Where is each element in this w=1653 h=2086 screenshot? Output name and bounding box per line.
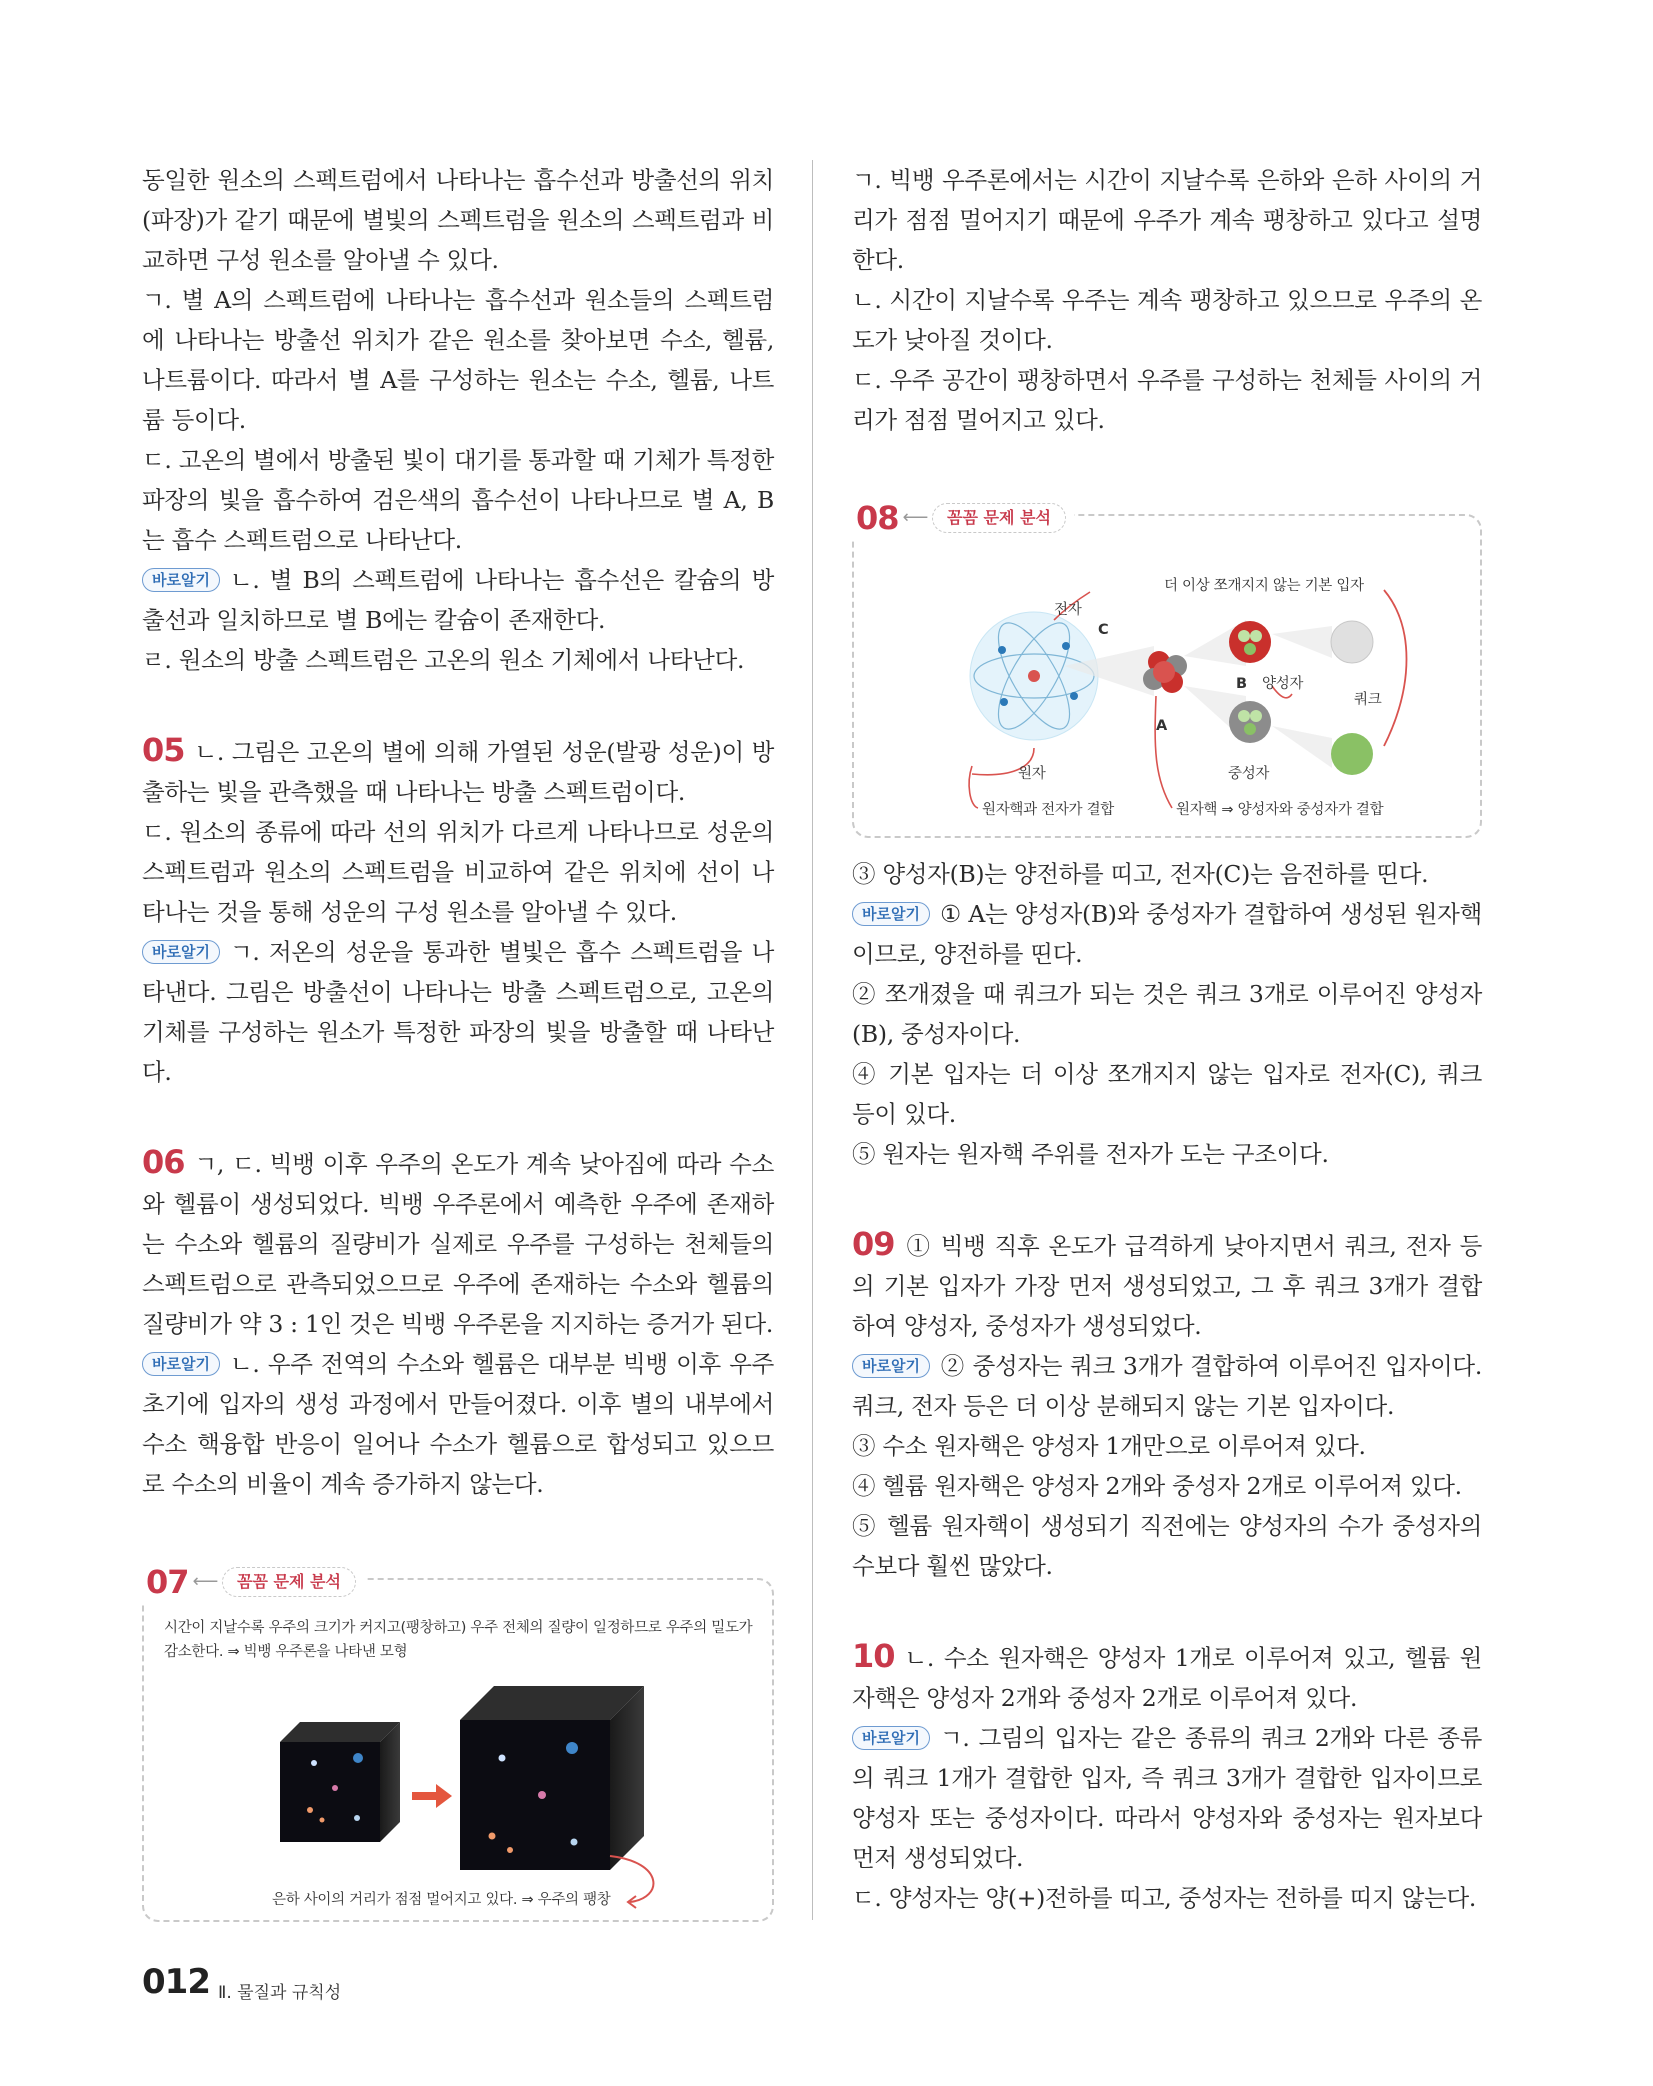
paragraph-text: ㄴ. 수소 원자핵은 양성자 1개로 이루어져 있고, 헬륨 원자핵은 양성자 2개와 중성자 2개로 이루어져 있다.: [852, 1644, 1482, 1712]
question-05: [142, 730, 774, 812]
analysis-pill: 꼼꼼 문제 분석: [222, 1567, 356, 1597]
correction-badge: 바로알기: [142, 940, 220, 964]
particle-structure-figure: [854, 516, 1482, 836]
label-basic-particle: 더 이상 쪼개지지 않는 기본 입자: [1164, 578, 1364, 594]
paragraph: ㄷ. 고온의 별에서 방출된 빛이 대기를 통과할 때 기체가 특정한 파장의 빛을 흡수하여 검은색의 흡수선이 나타나므로 별 A, B는 흡수 스펙트럼으로 나타난다.: [142, 446, 774, 554]
correction-badge: 바로알기: [852, 1726, 930, 1750]
analysis-box-08: [852, 499, 1482, 838]
question-number: 10: [852, 1637, 895, 1675]
question-10: [852, 1636, 1482, 1718]
paragraph-text: ㄴ. 그림은 고온의 별에 의해 가열된 성운(발광 성운)이 방출하는 빛을 관측했을 때 나타나는 방출 스펙트럼이다.: [142, 738, 774, 806]
left-column: [142, 160, 774, 1922]
quark-green: [1331, 733, 1373, 775]
paragraph-text: ② 중성자는 쿼크 3개가 결합하여 이루어진 입자이다. 쿼크, 전자 등은 더 이상 분해되지 않는 기본 입자이다.: [852, 1352, 1482, 1420]
question-number: 05: [142, 731, 185, 769]
figure-caption-conclusion: ⇒ 우주의 팽창: [521, 1892, 611, 1908]
correction-badge: 바로알기: [852, 902, 930, 926]
paragraph: [852, 1346, 1482, 1426]
proton-b: [1229, 621, 1271, 663]
universe-expansion-figure: [144, 1580, 772, 1920]
analysis-pill: 꼼꼼 문제 분석: [932, 503, 1066, 533]
paragraph: ④ 기본 입자는 더 이상 쪼개지지 않는 입자로 전자(C), 쿼크 등이 있다.: [852, 1060, 1482, 1128]
correction-badge: 바로알기: [852, 1354, 930, 1378]
large-universe-cube: [460, 1686, 644, 1870]
neutron: [1229, 701, 1271, 743]
paragraph: [142, 1344, 774, 1504]
figure-note-conclusion: ⇒ 빅뱅 우주론을 나타낸 모형: [227, 1644, 408, 1660]
arrow-icon: ⟵: [192, 1571, 219, 1592]
paragraph: [142, 560, 774, 640]
label-neutron: 중성자: [1228, 766, 1270, 782]
question-number: 08: [856, 499, 899, 537]
paragraph: [852, 1718, 1482, 1878]
paragraph-text: ① A는 양성자(B)와 중성자가 결합하여 생성된 원자핵이므로, 양전하를 띤다.: [852, 900, 1482, 968]
question-number: 07: [146, 1563, 189, 1601]
column-divider: [812, 160, 813, 1920]
label-b: B: [1236, 676, 1247, 692]
paragraph: ㄴ. 시간이 지날수록 우주는 계속 팽창하고 있으므로 우주의 온도가 낮아질 것이다.: [852, 286, 1482, 354]
question-number: 06: [142, 1143, 185, 1181]
paragraph: ④ 헬륨 원자핵은 양성자 2개와 중성자 2개로 이루어져 있다.: [852, 1472, 1462, 1500]
paragraph: ㄷ. 양성자는 양(+)전하를 띠고, 중성자는 전하를 띠지 않는다.: [852, 1884, 1477, 1912]
paragraph: [852, 894, 1482, 974]
paragraph: ③ 수소 원자핵은 양성자 1개만으로 이루어져 있다.: [852, 1432, 1366, 1460]
label-electron: 전자: [1054, 602, 1082, 618]
analysis-box-07: [142, 1563, 774, 1922]
correction-badge: 바로알기: [142, 1352, 220, 1376]
small-universe-cube: [280, 1722, 400, 1842]
basic-particle-grey: [1331, 621, 1373, 663]
paragraph: ③ 양성자(B)는 양전하를 띠고, 전자(C)는 음전하를 띤다.: [852, 860, 1429, 888]
label-quark: 쿼크: [1354, 692, 1382, 708]
paragraph-text: ㄱ. 그림의 입자는 같은 종류의 쿼크 2개와 다른 종류의 쿼크 1개가 결합한 입자, 즉 쿼크 3개가 결합한 입자이므로 양성자 또는 중성자이다. 따라서 양성자와 중성자는 원자보다 먼저 생성되었다.: [852, 1724, 1482, 1872]
question-number: 09: [852, 1225, 895, 1263]
nucleus-a: [1143, 651, 1187, 693]
paragraph-text: ① 빅뱅 직후 온도가 급격하게 낮아지면서 쿼크, 전자 등의 기본 입자가 가장 먼저 생성되었고, 그 후 쿼크 3개가 결합하여 양성자, 중성자가 생성되었다.: [852, 1232, 1482, 1340]
label-atom: 원자: [1018, 766, 1046, 782]
figure-caption-text: 은하 사이의 거리가 점점 멀어지고 있다.: [272, 1892, 518, 1908]
paragraph-text: ㄱ, ㄷ. 빅뱅 이후 우주의 온도가 계속 낮아짐에 따라 수소와 헬륨이 생성되었다. 빅뱅 우주론에서 예측한 우주에 존재하는 수소와 헬륨의 질량비가 실제로 우주를 구성하는 천체들의 스펙트럼으로 관측되었으므로 우주에 존재하는 수소와 헬륨의 질량비가 약 3 : 1인 것은 빅뱅 우주론을 지지하는 증거가 된다.: [142, 1150, 774, 1338]
atom-diagram: [970, 612, 1098, 740]
paragraph-text: ㄴ. 별 B의 스펙트럼에 나타나는 흡수선은 칼슘의 방출선과 일치하므로 별 B에는 칼슘이 존재한다.: [142, 566, 774, 634]
expansion-arrow-icon: [412, 1784, 452, 1808]
label-nucleus-description: 원자핵 ⇒ 양성자와 중성자가 결합: [1176, 802, 1384, 818]
page-number: 012: [142, 1962, 210, 2002]
figure-caption: [272, 1888, 632, 1912]
paragraph: ② 쪼개졌을 때 쿼크가 되는 것은 쿼크 3개로 이루어진 양성자(B), 중성자이다.: [852, 980, 1482, 1048]
paragraph: 동일한 원소의 스펙트럼에서 나타나는 흡수선과 방출선의 위치(파장)가 같기 때문에 별빛의 스펙트럼을 원소의 스펙트럼과 비교하면 구성 원소를 알아낼 수 있다.: [142, 166, 774, 274]
paragraph: [142, 932, 774, 1092]
label-a: A: [1156, 718, 1167, 734]
paragraph: ⑤ 원자는 원자핵 주위를 전자가 도는 구조이다.: [852, 1140, 1329, 1168]
arrow-icon: ⟵: [902, 507, 929, 528]
paragraph-text: ㄱ. 저온의 성운을 통과한 별빛은 흡수 스펙트럼을 나타낸다. 그림은 방출선이 나타나는 방출 스펙트럼으로, 고온의 기체를 구성하는 원소가 특정한 파장의 빛을 방출할 때 나타난다.: [142, 938, 774, 1086]
paragraph: ㄱ. 빅뱅 우주론에서는 시간이 지날수록 은하와 은하 사이의 거리가 점점 멀어지기 때문에 우주가 계속 팽창하고 있다고 설명한다.: [852, 166, 1482, 274]
paragraph: ㄷ. 우주 공간이 팽창하면서 우주를 구성하는 천체들 사이의 거리가 점점 멀어지고 있다.: [852, 366, 1482, 434]
section-title: Ⅱ. 물질과 규칙성: [218, 1983, 342, 2003]
paragraph-text: ㄴ. 우주 전역의 수소와 헬륨은 대부분 빅뱅 이후 우주 초기에 입자의 생성 과정에서 만들어졌다. 이후 별의 내부에서 수소 핵융합 반응이 일어나 수소가 헬륨으로 합성되고 있으므로 수소의 비율이 계속 증가하지 않는다.: [142, 1350, 774, 1498]
paragraph: ㄹ. 원소의 방출 스펙트럼은 고온의 원소 기체에서 나타난다.: [142, 646, 745, 674]
question-06: [142, 1142, 774, 1344]
label-atom-description: 원자핵과 전자가 결합: [982, 802, 1114, 818]
paragraph: ㄱ. 별 A의 스펙트럼에 나타나는 흡수선과 원소들의 스펙트럼에 나타나는 방출선 위치가 같은 원소를 찾아보면 수소, 헬륨, 나트륨이다. 따라서 별 A를 구성하는 원소는 수소, 헬륨, 나트륨 등이다.: [142, 286, 774, 434]
question-09: [852, 1224, 1482, 1346]
figure-note-text: 시간이 지날수록 우주의 크기가 커지고(팽창하고) 우주 전체의 질량이 일정하므로 우주의 밀도가 감소한다.: [164, 1620, 753, 1660]
paragraph: ⑤ 헬륨 원자핵이 생성되기 직전에는 양성자의 수가 중성자의 수보다 훨씬 많았다.: [852, 1512, 1482, 1580]
correction-badge: 바로알기: [142, 568, 220, 592]
right-column: [852, 160, 1482, 1918]
paragraph: ㄷ. 원소의 종류에 따라 선의 위치가 다르게 나타나므로 성운의 스펙트럼과 원소의 스펙트럼을 비교하여 같은 위치에 선이 나타나는 것을 통해 성운의 구성 원소를 알아낼 수 있다.: [142, 818, 774, 926]
label-proton: 양성자: [1262, 676, 1304, 692]
label-c: C: [1098, 622, 1109, 638]
